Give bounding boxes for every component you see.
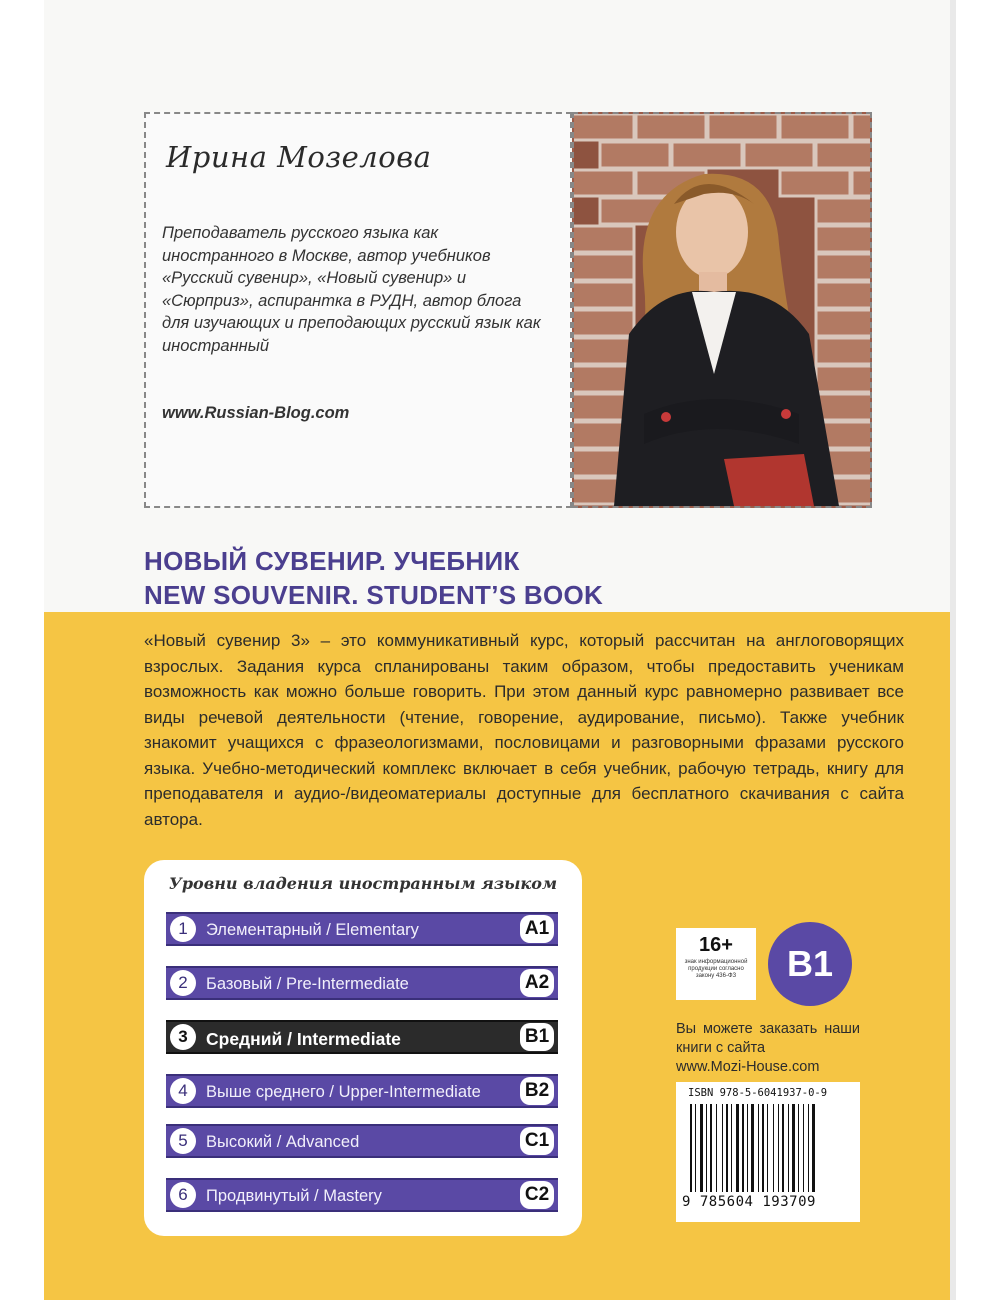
level-label: Средний / Intermediate xyxy=(206,1029,401,1049)
level-label: Высокий / Advanced xyxy=(206,1133,360,1151)
levels-card xyxy=(144,860,582,1236)
barcode-icon xyxy=(690,1104,846,1192)
level-number: 3 xyxy=(170,1024,196,1050)
barcode-bar xyxy=(716,1104,717,1192)
barcode-bar xyxy=(773,1104,774,1192)
level-number: 2 xyxy=(170,970,196,996)
cover-edge xyxy=(950,0,956,1300)
level-code: A1 xyxy=(520,915,554,943)
author-website[interactable]: www.Russian-Blog.com xyxy=(162,404,350,422)
level-row-a2 xyxy=(166,966,558,1000)
barcode-bar xyxy=(782,1104,784,1192)
barcode-bar xyxy=(788,1104,789,1192)
level-label: Выше среднего / Upper-Intermediate xyxy=(206,1083,481,1101)
author-bio: Преподаватель русского языка как иностранного в Москве, автор учебников «Русский сувенир», «Новый сувенир» и «Сюрприз», аспирантка в РУДН, автор блога для изучающих и преподающих русский язык как иностранный xyxy=(162,224,541,355)
barcode-bar xyxy=(695,1104,696,1192)
barcode-bar xyxy=(722,1104,723,1192)
barcode-bar xyxy=(747,1104,748,1192)
barcode-bar xyxy=(762,1104,764,1192)
barcode-bar xyxy=(778,1104,779,1192)
level-row-c1 xyxy=(166,1124,558,1158)
barcode-bar xyxy=(767,1104,768,1192)
author-photo xyxy=(572,112,872,508)
author-name: Ирина Мозелова xyxy=(166,140,432,174)
isbn-text: ISBN 978-5-6041937-0-9 xyxy=(688,1087,828,1099)
barcode-bar xyxy=(808,1104,809,1192)
level-code: C2 xyxy=(520,1181,554,1209)
level-row-b1 xyxy=(166,1020,558,1054)
barcode-bar xyxy=(812,1104,815,1192)
barcode-bar xyxy=(803,1104,804,1192)
level-code: B2 xyxy=(520,1077,554,1105)
barcode-bar xyxy=(726,1104,728,1192)
level-badge: B1 xyxy=(768,922,852,1006)
age-rating-box xyxy=(676,928,756,1000)
book-title-en: NEW SOUVENIR. STUDENT’S BOOK xyxy=(144,580,604,610)
barcode-bar xyxy=(736,1104,739,1192)
barcode-bar xyxy=(742,1104,744,1192)
level-number: 1 xyxy=(170,916,196,942)
level-code: C1 xyxy=(520,1127,554,1155)
level-number: 6 xyxy=(170,1182,196,1208)
author-card xyxy=(144,112,572,508)
age-rating-value: 16+ xyxy=(699,934,733,956)
barcode-bar xyxy=(751,1104,754,1192)
barcode-bar xyxy=(706,1104,707,1192)
level-row-a1 xyxy=(166,912,558,946)
level-label: Базовый / Pre-Intermediate xyxy=(206,975,409,993)
barcode-bar xyxy=(690,1104,692,1192)
level-row-b2 xyxy=(166,1074,558,1108)
barcode-bar xyxy=(710,1104,712,1192)
author-portrait-image xyxy=(574,114,870,506)
barcode-bar xyxy=(758,1104,759,1192)
level-number: 5 xyxy=(170,1128,196,1154)
barcode-bar xyxy=(700,1104,703,1192)
barcode-bar xyxy=(798,1104,799,1192)
level-code: A2 xyxy=(520,969,554,997)
barcode-number: 9 785604 193709 xyxy=(682,1194,816,1210)
level-code: B1 xyxy=(520,1023,554,1051)
book-title-ru: НОВЫЙ СУВЕНИР. УЧЕБНИК xyxy=(144,546,520,576)
levels-title: Уровни владения иностранным языком xyxy=(168,874,558,893)
barcode-bar xyxy=(731,1104,732,1192)
age-rating-caption: знак информационной продукции согласно закону 436-ФЗ xyxy=(684,959,748,979)
level-label: Элементарный / Elementary xyxy=(206,921,419,939)
level-number: 4 xyxy=(170,1078,196,1104)
isbn-box xyxy=(676,1082,860,1222)
barcode-bar xyxy=(792,1104,795,1192)
book-description: «Новый сувенир 3» – это коммуникативный курс, который рассчитан на англоговорящих взрослых. Задания курса спланированы таким образом, чтобы предоставить ученикам возможность как можно больше говорить. При этом данный курс равномерно развивает все виды речевой деятельности (чтение, говорение, аудирование, письмо). Также учебник знакомит учащихся с фразеологизмами, пословицами и разговорными фразами русского языка. Учебно-методический комплекс включает в себя учебник, рабочую тетрадь, книгу для преподавателя и аудио-/видеоматериалы доступные для бесплатного скачивания с сайта автора. xyxy=(144,631,904,829)
level-label: Продвинутый / Mastery xyxy=(206,1187,382,1205)
order-text: Вы можете заказать наши книги с сайта xyxy=(676,1021,860,1056)
level-row-c2 xyxy=(166,1178,558,1212)
publisher-website[interactable]: www.Mozi-House.com xyxy=(676,1059,820,1075)
